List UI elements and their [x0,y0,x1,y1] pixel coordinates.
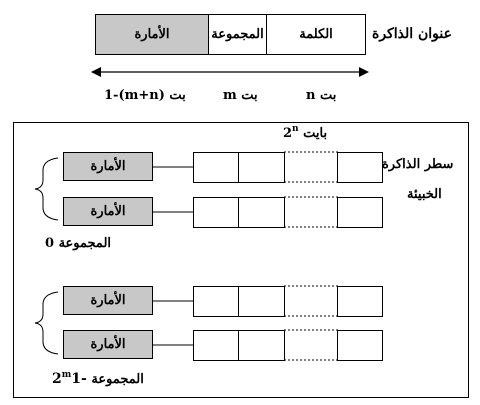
width-set-value: m [223,88,237,103]
width-tag-unit: بت [169,88,186,103]
address-tag-field: الأمارة [95,14,209,55]
bytes-exp: n [292,124,299,134]
byte-cell [193,330,239,361]
width-word-unit: بت [319,88,337,103]
set-last-base: 2 [52,371,62,387]
set-0-label [45,236,111,251]
byte-cell [337,330,383,361]
byte-cell [193,152,239,183]
address-word-field: الكلمة [266,14,366,55]
set-last-minus: 1- [71,371,87,387]
byte-cell [337,152,383,183]
tag-box: الأمارة [63,286,153,315]
tag-box: الأمارة [63,330,153,359]
set-last-expr [52,370,87,387]
byte-cell [193,286,239,317]
byte-cell [337,286,383,317]
width-tag-value: 1-(m+n) [104,88,165,103]
address-set-field: المجموعة [208,14,267,55]
set-last-exp: m [61,370,72,380]
bytes-unit: بايت [303,126,328,141]
cache-line-label-1: سطر الذاكرة [382,157,454,172]
address-label: عنوان الذاكرة [372,26,452,42]
byte-cell [238,330,285,361]
set-last-text: المجموعة [91,372,144,387]
byte-cell [238,286,285,317]
width-word-value: n [306,88,316,103]
tag-box: الأمارة [63,197,153,226]
set-0-text: المجموعة [58,236,112,251]
tag-box: الأمارة [63,152,153,181]
byte-cell [193,197,239,228]
byte-cell [238,197,285,228]
byte-cell [337,197,383,228]
set-last-label [52,370,144,387]
cache-line-label-2: الخبيئة [407,187,442,202]
set-0-number: 0 [45,236,55,251]
width-set-unit: بت [241,88,258,103]
bytes-base: 2 [283,126,293,141]
byte-cell [238,152,285,183]
